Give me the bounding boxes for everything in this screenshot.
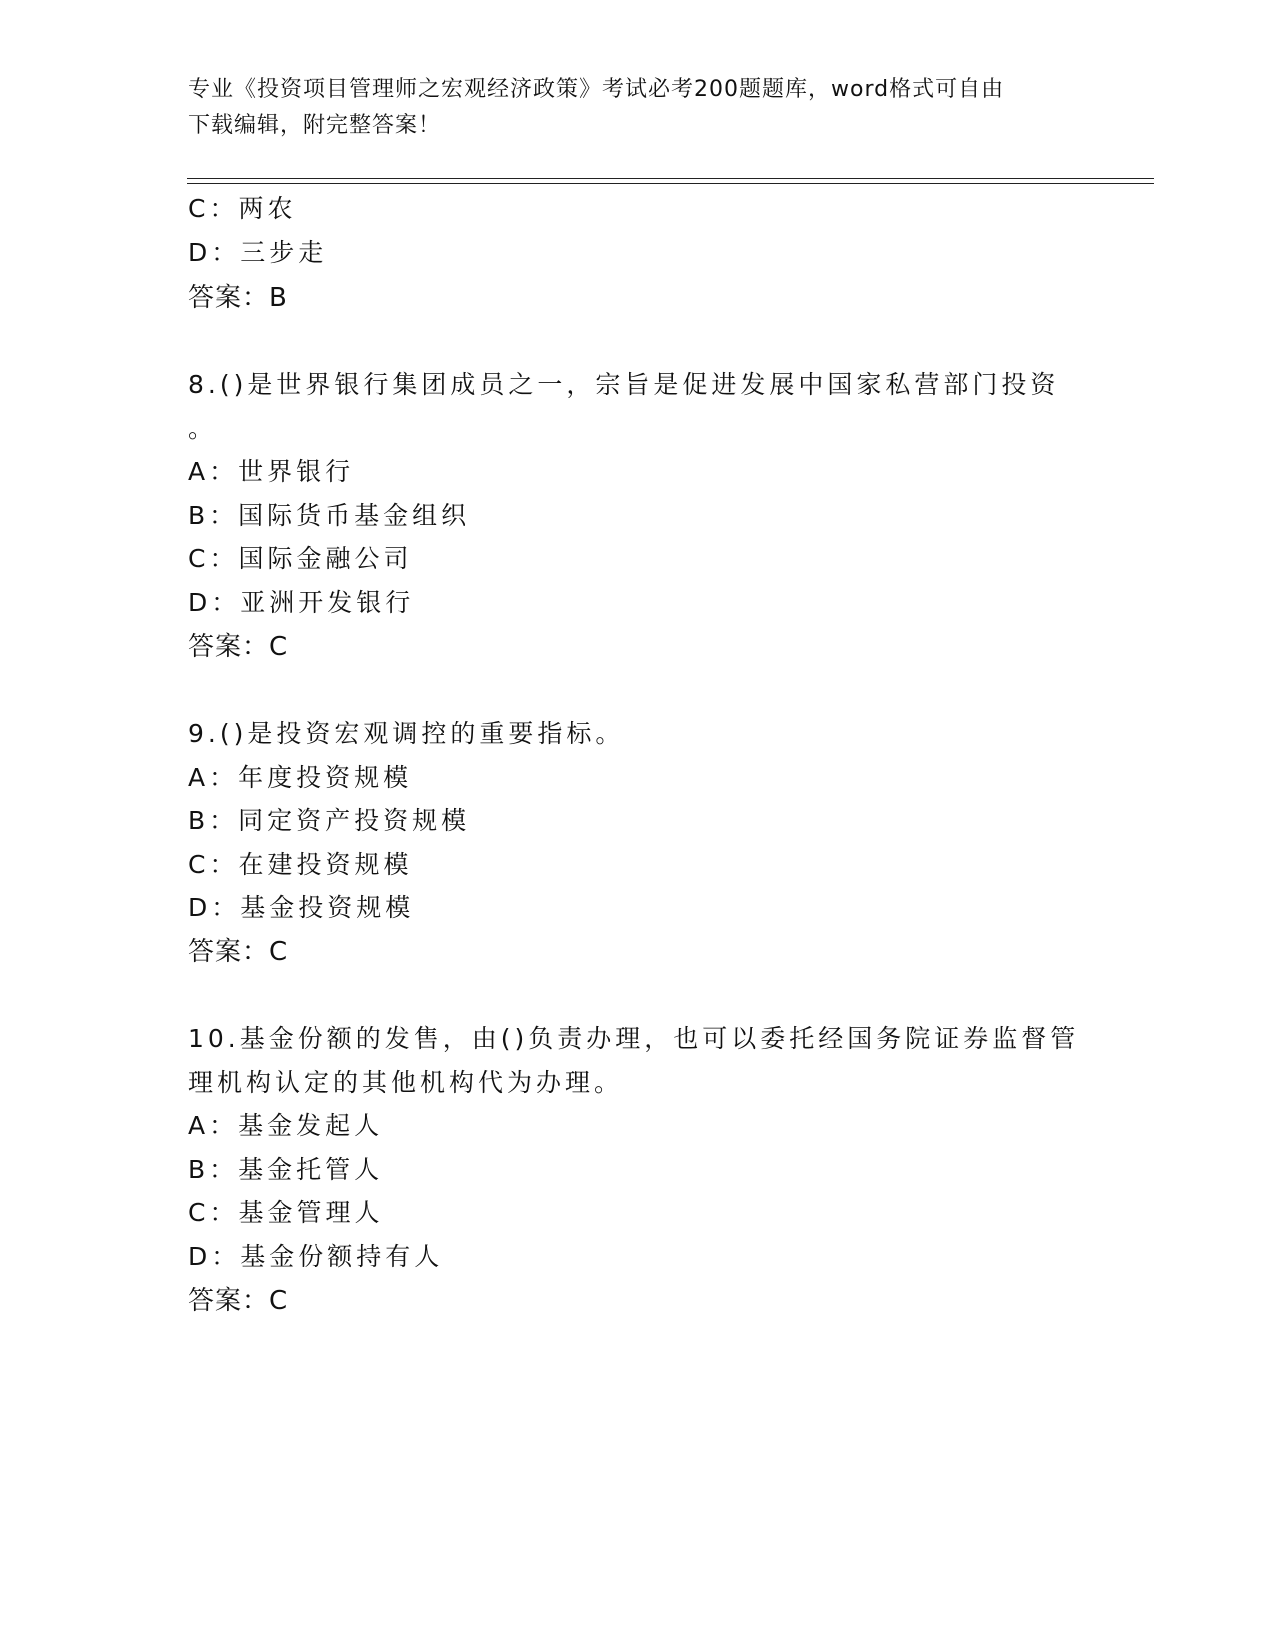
prev-option-d: D：三步走 — [188, 238, 328, 267]
header-divider-top — [187, 178, 1154, 179]
q8-option-b: B：国际货币基金组织 — [188, 501, 471, 530]
q8-text-line-1: 8.()是世界银行集团成员之一，宗旨是促进发展中国家私营部门投资 — [188, 370, 1060, 399]
q10-option-b: B：基金托管人 — [188, 1155, 384, 1184]
q10-text-line-1: 10.基金份额的发售，由()负责办理，也可以委托经国务院证券监督管 — [188, 1024, 1080, 1053]
q9-option-a: A：年度投资规模 — [188, 763, 413, 792]
header-line-1: 专业《投资项目管理师之宏观经济政策》考试必考200题题库，word格式可自由 — [188, 77, 1005, 102]
q8-option-c: C：国际金融公司 — [188, 544, 413, 573]
q9-answer: 答案：C — [188, 937, 289, 967]
q8-answer: 答案：C — [188, 632, 289, 662]
prev-answer: 答案：B — [188, 283, 288, 313]
q9-option-b: B：同定资产投资规模 — [188, 806, 471, 835]
header-line-2: 下载编辑，附完整答案！ — [188, 113, 442, 138]
document-header — [188, 72, 1088, 144]
q8-option-d: D：亚洲开发银行 — [188, 588, 415, 617]
q9-option-c: C：在建投资规模 — [188, 850, 413, 879]
prev-option-c: C：两农 — [188, 194, 297, 223]
q10-option-d: D：基金份额持有人 — [188, 1242, 444, 1271]
q10-option-c: C：基金管理人 — [188, 1198, 384, 1227]
q10-text-line-2: 理机构认定的其他机构代为办理。 — [188, 1068, 624, 1097]
q8-text-line-2: 。 — [188, 414, 218, 443]
q8-option-a: A：世界银行 — [188, 457, 355, 486]
q10-answer: 答案：C — [188, 1286, 289, 1316]
q10-option-a: A：基金发起人 — [188, 1111, 384, 1140]
header-divider-bottom — [187, 183, 1154, 184]
q9-option-d: D：基金投资规模 — [188, 893, 415, 922]
q9-text-line-1: 9.()是投资宏观调控的重要指标。 — [188, 719, 625, 748]
